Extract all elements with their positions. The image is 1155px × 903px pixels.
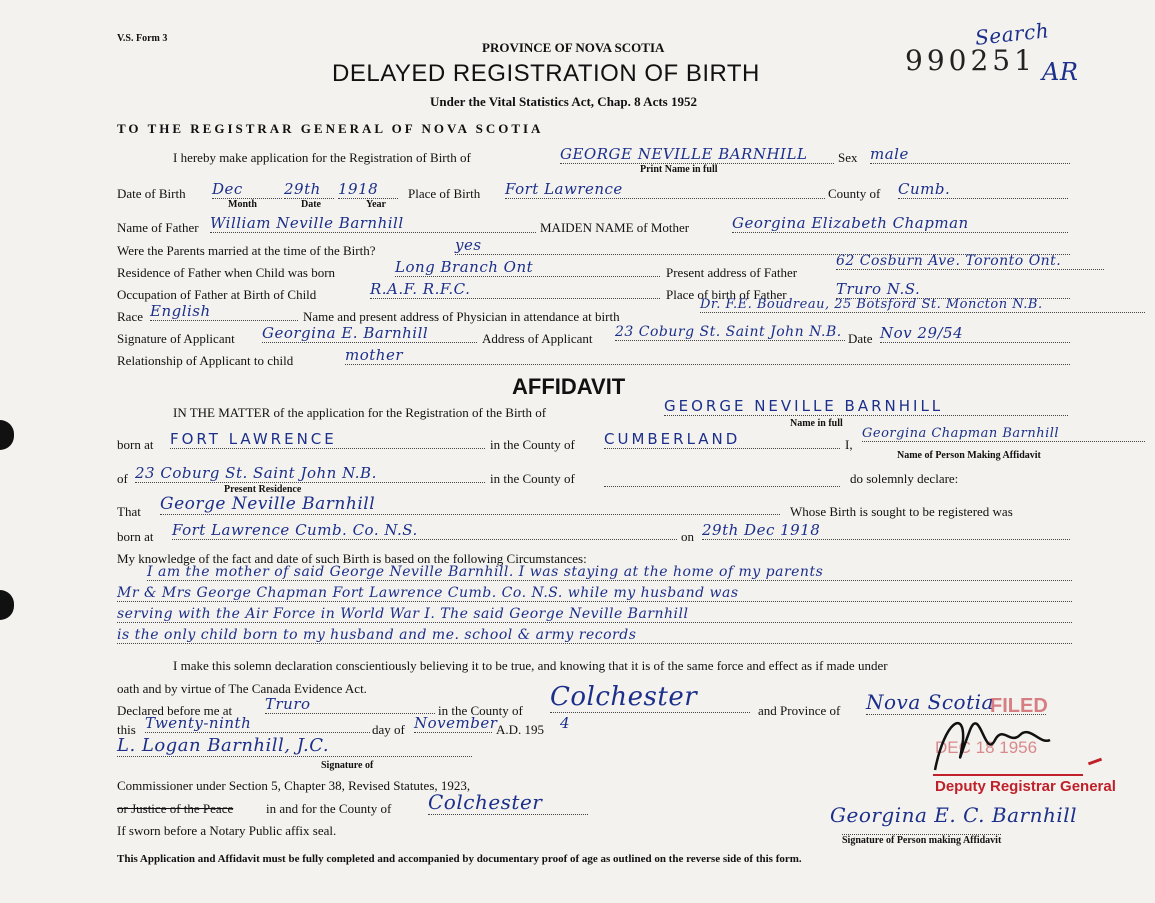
registrar-title: Deputy Registrar General [935, 778, 1116, 795]
knowledge-label: My knowledge of the fact and date of such Birth is based on the following Circumstances: [117, 551, 587, 566]
present-address-father-label: Present address of Father [666, 265, 798, 280]
in-county-label-2: in the County of [490, 471, 575, 486]
circumstance-line: is the only child born to my husband and me. school & army records [117, 627, 1072, 644]
present-address-father-value: 62 Cosburn Ave. Toronto Ont. [836, 253, 1104, 270]
province-label: and Province of [758, 703, 841, 718]
notary-label: If sworn before a Notary Public affix seal. [117, 823, 337, 838]
declared-county-label: in the County of [438, 703, 523, 718]
deponent-caption: Name of Person Making Affidavit [897, 450, 1041, 461]
annotation-search: Search [973, 18, 1051, 50]
justice-label: or Justice of the Peace [117, 801, 234, 816]
commissioner-signature: L. Logan Barnhill, J.C. [117, 735, 472, 757]
residence-father-value: Long Branch Ont [395, 258, 660, 277]
print-name-caption: Print Name in full [640, 164, 718, 175]
father-value: William Neville Barnhill [210, 214, 536, 233]
sex-label: Sex [838, 150, 858, 165]
sex-value: male [870, 145, 1070, 164]
that-name-value: George Neville Barnhill [160, 494, 780, 515]
dob-label: Date of Birth [117, 186, 186, 201]
addr-applicant-value: 23 Coburg St. Saint John N.B. [615, 324, 845, 341]
dob-date-value: 29th [284, 180, 334, 199]
born-at-label-2: born at [117, 529, 154, 544]
punch-hole [0, 590, 14, 620]
declared-label: Declared before me at [117, 703, 233, 718]
mother-value: Georgina Elizabeth Chapman [732, 214, 1068, 233]
affidavit-child-name: GEORGE NEVILLE BARNHILL [664, 397, 1068, 416]
circumstance-line: I am the mother of said George Neville Barnhill. I was staying at the home of my parents [147, 564, 1072, 581]
date-value: Nov 29/54 [880, 324, 1070, 343]
place-birth-father-label: Place of birth of Father [666, 287, 787, 302]
deponent-value: Georgina Chapman Barnhill [862, 426, 1145, 442]
sig-of-caption: Signature of [321, 760, 374, 771]
on-label: on [681, 529, 694, 544]
punch-hole [0, 420, 14, 450]
declaration-line-1: I make this solemn declaration conscientiously believing it to be true, and knowing that it is of the same force and effect as if made under [173, 658, 888, 673]
residence-value: 23 Coburg St. Saint John N.B. [135, 464, 485, 483]
day-of-label: day of [372, 722, 405, 737]
footer-note: This Application and Affidavit must be fully completed and accompanied by documentary proof of age as outlined on the reverse side of this form. [117, 853, 802, 865]
relationship-value: mother [345, 346, 1070, 365]
red-mark [1088, 758, 1102, 766]
filed-stamp: FILED [990, 695, 1048, 717]
form-number: V.S. Form 3 [117, 33, 168, 44]
declared-at-value: Truro [265, 695, 435, 714]
ad-label: A.D. 195 [496, 722, 545, 737]
registration-number: 990251 [905, 44, 1036, 77]
child-name-value: GEORGE NEVILLE BARNHILL [560, 145, 834, 164]
i-label: I, [845, 437, 853, 452]
residence-caption: Present Residence [224, 484, 302, 495]
intro-label: I hereby make application for the Registration of Birth of [173, 150, 471, 165]
that-label: That [117, 504, 141, 519]
for-county-label: in and for the County of [266, 801, 392, 816]
annotation-initials: AR [1042, 58, 1079, 86]
occupation-father-label: Occupation of Father at Birth of Child [117, 287, 317, 302]
relationship-label: Relationship of Applicant to child [117, 353, 294, 368]
physician-label: Name and present address of Physician in attendance at birth [303, 309, 620, 324]
residence-father-label: Residence of Father when Child was born [117, 265, 336, 280]
matter-label: IN THE MATTER of the application for the Registration of the Birth of [173, 405, 547, 420]
date-caption: Date [301, 199, 321, 210]
name-full-caption: Name in full [790, 418, 843, 429]
affidavit-heading: AFFIDAVIT [512, 374, 626, 399]
date-label: Date [848, 331, 873, 346]
for-county-value: Colchester [428, 790, 588, 815]
whose-birth-label: Whose Birth is sought to be registered was [790, 504, 1013, 519]
month-caption: Month [228, 199, 257, 210]
place-value: Fort Lawrence [505, 180, 825, 199]
stamp-date: DEC 18 1956 [935, 738, 1038, 757]
of-label: of [117, 471, 128, 486]
born-at-value: FORT LAWRENCE [170, 430, 485, 449]
born-at-label: born at [117, 437, 154, 452]
race-label: Race [117, 309, 143, 324]
this-label: this [117, 722, 136, 737]
sig-applicant-label: Signature of Applicant [117, 331, 235, 346]
registrar-signature-icon [925, 700, 1055, 780]
year-caption: Year [366, 199, 386, 210]
form-subtitle: Under the Vital Statistics Act, Chap. 8 Acts 1952 [430, 94, 697, 109]
married-value: yes [455, 236, 1070, 255]
place-birth-father-value: Truro N.S. [836, 280, 1070, 299]
county-label: County of [828, 186, 881, 201]
race-value: English [150, 302, 298, 321]
in-county-label: in the County of [490, 437, 575, 452]
physician-value: Dr. F.E. Boudreau, 25 Botsford St. Moncton N.B. [700, 297, 1145, 313]
circumstance-line: serving with the Air Force in World War I. The said George Neville Barnhill [117, 606, 1072, 623]
occupation-father-value: R.A.F. R.F.C. [370, 280, 660, 299]
father-label: Name of Father [117, 220, 199, 235]
addr-applicant-label: Address of Applicant [482, 331, 593, 346]
married-label: Were the Parents married at the time of the Birth? [117, 243, 376, 258]
commissioner-label: Commissioner under Section 5, Chapter 38, Revised Statutes, 1923, [117, 778, 471, 793]
declared-county-value: Colchester [550, 682, 750, 713]
solemnly-label: do solemnly declare: [850, 471, 959, 486]
county-value: Cumb. [898, 180, 1068, 199]
born-on-value: 29th Dec 1918 [702, 521, 1070, 540]
declaration-line-2: oath and by virtue of The Canada Evidence Act. [117, 681, 367, 696]
place-label: Place of Birth [408, 186, 481, 201]
province-heading: PROVINCE OF NOVA SCOTIA [482, 40, 665, 55]
month-value: November [414, 714, 498, 732]
stamp-rule [933, 774, 1083, 776]
circumstance-line: Mr & Mrs George Chapman Fort Lawrence Cumb. Co. N.S. while my husband was [117, 585, 1072, 602]
province-value: Nova Scotia [866, 690, 1046, 715]
dob-month-value: Dec [212, 180, 282, 199]
mother-label: MAIDEN NAME of Mother [540, 220, 690, 235]
county-value-affidavit: CUMBERLAND [604, 430, 840, 449]
form-title: DELAYED REGISTRATION OF BIRTH [332, 60, 760, 87]
county-blank [604, 478, 840, 487]
dob-year-value: 1918 [338, 180, 398, 199]
day-value: Twenty-ninth [145, 714, 370, 733]
addressee: TO THE REGISTRAR GENERAL OF NOVA SCOTIA [117, 121, 544, 136]
sig-applicant-value: Georgina E. Barnhill [262, 324, 477, 343]
year-digit-value: 4 [560, 714, 571, 732]
deponent-sig-caption: Signature of Person making Affidavit [842, 835, 1002, 846]
deponent-signature: Georgina E. C. Barnhill [830, 803, 1078, 827]
born-at-value-2: Fort Lawrence Cumb. Co. N.S. [172, 521, 677, 540]
